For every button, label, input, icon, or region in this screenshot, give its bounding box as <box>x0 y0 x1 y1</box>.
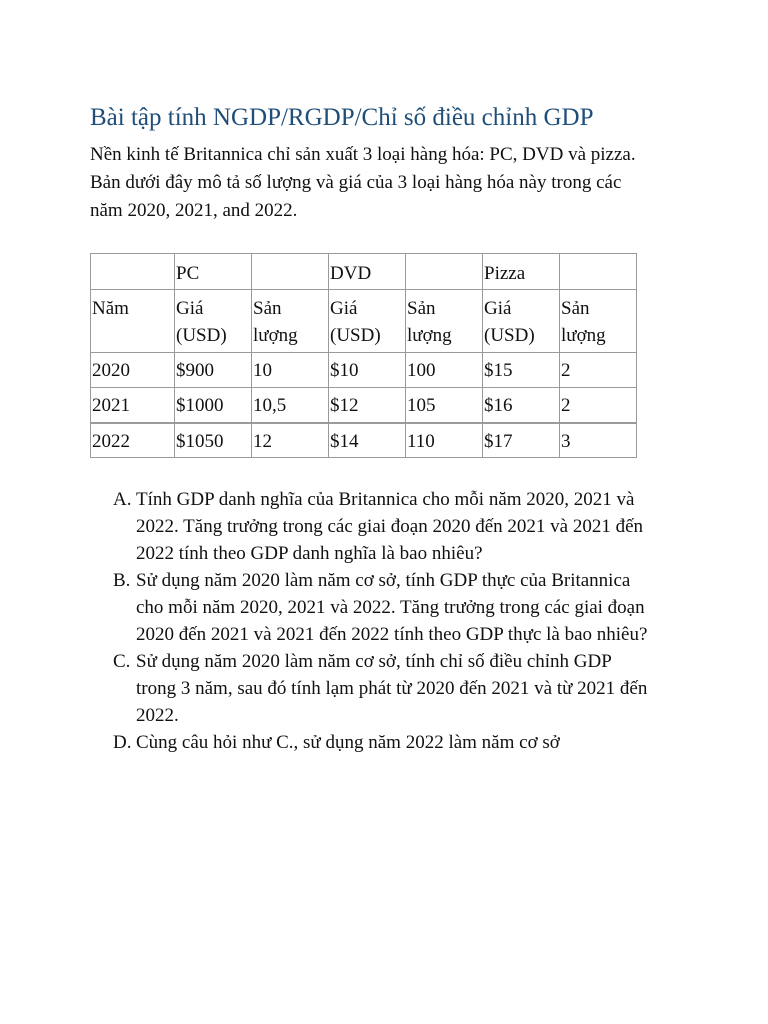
intro-line: năm 2020, 2021, and 2022. <box>90 200 298 221</box>
table-cell: $17 <box>483 423 560 458</box>
question-item-a <box>105 486 705 567</box>
question-line: 2022 tính theo GDP danh nghĩa là bao nhiêu? <box>136 543 483 564</box>
intro-line: Bản dưới đây mô tả số lượng và giá của 3 loại hàng hóa này trong các <box>90 172 622 193</box>
table-cell: 3 <box>560 423 637 458</box>
list-marker: B. <box>113 570 131 591</box>
table-cell: 105 <box>406 388 483 423</box>
table-sub-header-row <box>91 290 637 353</box>
question-item-b <box>105 567 705 648</box>
dvd-price-header <box>329 290 406 353</box>
table-cell: $12 <box>329 388 406 423</box>
header-text: lượng <box>407 325 452 346</box>
pc-price-header <box>175 290 252 353</box>
header-text: lượng <box>561 325 606 346</box>
header-cell-pizza: Pizza <box>483 254 560 290</box>
intro-line: Nền kinh tế Britannica chỉ sản xuất 3 loại hàng hóa: PC, DVD và pizza. <box>90 144 636 165</box>
table-cell: $15 <box>483 353 560 388</box>
table-cell: 2021 <box>91 388 175 423</box>
table-cell: 100 <box>406 353 483 388</box>
table-cell: $14 <box>329 423 406 458</box>
question-list <box>105 486 705 756</box>
pizza-quantity-header <box>560 290 637 353</box>
question-item-d <box>105 729 705 756</box>
table-row <box>91 423 637 458</box>
intro-paragraph <box>90 141 690 225</box>
table-cell: $10 <box>329 353 406 388</box>
price-quantity-table <box>90 253 637 458</box>
header-cell-empty <box>252 254 329 290</box>
question-line: trong 3 năm, sau đó tính lạm phát từ 2020 đến 2021 và từ 2021 đến <box>136 678 648 699</box>
question-line: Cùng câu hỏi như C., sử dụng năm 2022 làm năm cơ sở <box>136 732 560 753</box>
header-text: lượng <box>253 325 298 346</box>
table-cell: 2 <box>560 353 637 388</box>
year-header: Năm <box>91 290 175 353</box>
header-text: Sản <box>561 298 590 319</box>
question-item-c <box>105 648 705 729</box>
header-text: Giá <box>176 298 204 319</box>
header-text: (USD) <box>330 325 381 346</box>
list-marker: D. <box>113 732 132 753</box>
table-group-header-row <box>91 254 637 290</box>
question-line: 2022. <box>136 705 179 726</box>
question-line: cho mỗi năm 2020, 2021 và 2022. Tăng trưởng trong các giai đoạn <box>136 597 645 618</box>
header-text: (USD) <box>176 325 227 346</box>
header-cell-dvd: DVD <box>329 254 406 290</box>
table-cell: 12 <box>252 423 329 458</box>
table-row <box>91 353 637 388</box>
pizza-price-header <box>483 290 560 353</box>
table-cell: $900 <box>175 353 252 388</box>
header-text: Giá <box>330 298 358 319</box>
header-cell-empty <box>406 254 483 290</box>
question-line: Sử dụng năm 2020 làm năm cơ sở, tính GDP thực của Britannica <box>136 570 631 591</box>
list-marker: A. <box>113 489 132 510</box>
table-cell: 2020 <box>91 353 175 388</box>
table-cell: 2022 <box>91 423 175 458</box>
question-line: 2020 đến 2021 và 2021 đến 2022 tính theo GDP thực là bao nhiêu? <box>136 624 648 645</box>
document-title: Bài tập tính NGDP/RGDP/Chỉ số điều chỉnh GDP <box>90 104 594 131</box>
question-line: 2022. Tăng trưởng trong các giai đoạn 2020 đến 2021 và 2021 đến <box>136 516 644 537</box>
header-text: Sản <box>407 298 436 319</box>
table-cell: 2 <box>560 388 637 423</box>
table-cell: 10,5 <box>252 388 329 423</box>
table-cell: 10 <box>252 353 329 388</box>
table-cell: $1050 <box>175 423 252 458</box>
table-cell: 110 <box>406 423 483 458</box>
table-cell: $1000 <box>175 388 252 423</box>
header-cell-pc: PC <box>175 254 252 290</box>
dvd-quantity-header <box>406 290 483 353</box>
header-text: (USD) <box>484 325 535 346</box>
table-row <box>91 388 637 423</box>
question-line: Tính GDP danh nghĩa của Britannica cho mỗi năm 2020, 2021 và <box>136 489 635 510</box>
header-cell-empty <box>91 254 175 290</box>
pc-quantity-header <box>252 290 329 353</box>
table-cell: $16 <box>483 388 560 423</box>
header-text: Sản <box>253 298 282 319</box>
list-marker: C. <box>113 651 131 672</box>
header-text: Giá <box>484 298 512 319</box>
question-line: Sử dụng năm 2020 làm năm cơ sở, tính chỉ số điều chỉnh GDP <box>136 651 612 672</box>
header-cell-empty <box>560 254 637 290</box>
